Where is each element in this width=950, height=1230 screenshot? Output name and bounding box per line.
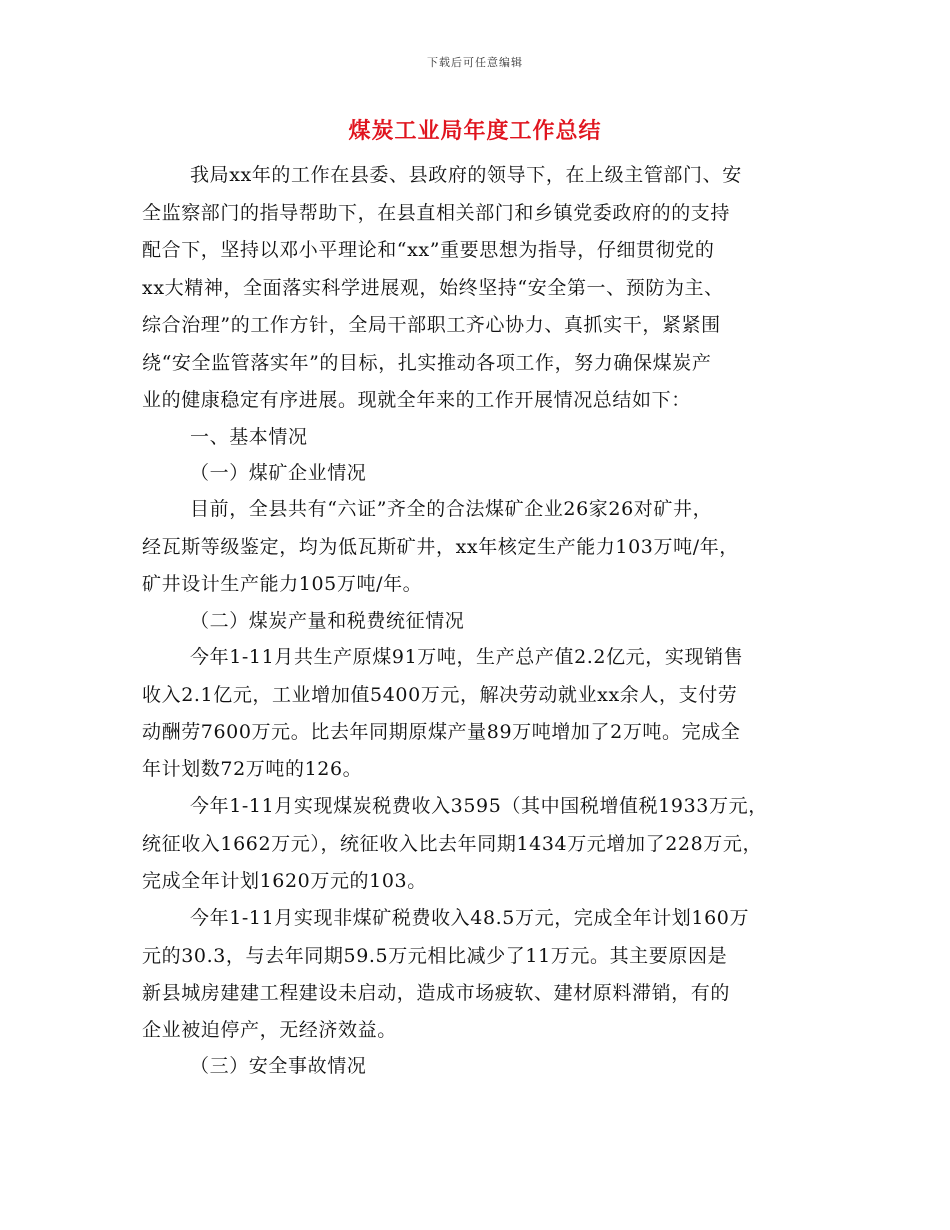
paragraph-line: 目前，全县共有“六证”齐全的合法煤矿企业26家26对矿井， xyxy=(190,498,713,520)
paragraph-line: 动酬劳7600万元。比去年同期原煤产量89万吨增加了2万吨。完成全 xyxy=(142,721,741,743)
paragraph-line: 企业被迫停产，无经济效益。 xyxy=(142,1019,397,1041)
header-note: 下载后可任意编辑 xyxy=(427,56,523,69)
paragraph-line: xx大精神，全面落实科学进展观，始终坚持“安全第一、预防为主、 xyxy=(142,277,724,299)
document-title: 煤炭工业局年度工作总结 xyxy=(348,118,602,144)
paragraph-line: 完成全年计划1620万元的103。 xyxy=(142,870,427,892)
paragraph-line: 绕“安全监管落实年”的目标，扎实推动各项工作，努力确保煤炭产 xyxy=(142,352,712,374)
paragraph-line: 我局xx年的工作在县委、县政府的领导下，在上级主管部门、安 xyxy=(190,164,742,186)
paragraph-line: 年计划数72万吨的126。 xyxy=(142,758,363,780)
paragraph-line: 收入2.1亿元，工业增加值5400万元，解决劳动就业xx余人，支付劳 xyxy=(142,684,738,706)
subsection-heading: （二）煤炭产量和税费统征情况 xyxy=(190,610,465,632)
paragraph-line: 全监察部门的指导帮助下，在县直相关部门和乡镇党委政府的的支持 xyxy=(142,202,731,224)
paragraph-line: 配合下，坚持以邓小平理论和“xx”重要思想为指导，仔细贯彻党的 xyxy=(142,239,715,261)
paragraph-line: 今年1-11月共生产原煤91万吨，生产总产值2.2亿元，实现销售 xyxy=(190,646,744,668)
paragraph-line: 综合治理”的工作方针，全局干部职工齐心协力、真抓实干，紧紧围 xyxy=(142,314,721,336)
paragraph-line: 元的30.3，与去年同期59.5万元相比减少了11万元。其主要原因是 xyxy=(142,945,728,967)
subsection-heading: （三）安全事故情况 xyxy=(190,1055,367,1077)
paragraph-line: 统征收入1662万元），统征收入比去年同期1434万元增加了228万元， xyxy=(142,833,763,855)
paragraph-line: 经瓦斯等级鉴定，均为低瓦斯矿井，xx年核定生产能力103万吨/年， xyxy=(142,536,739,558)
paragraph-line: 业的健康稳定有序进展。现就全年来的工作开展情况总结如下： xyxy=(142,389,691,411)
section-heading: 一、基本情况 xyxy=(190,426,308,448)
subsection-heading: （一）煤矿企业情况 xyxy=(190,462,367,484)
paragraph-line: 今年1-11月实现非煤矿税费收入48.5万元，完成全年计划160万 xyxy=(190,907,750,929)
paragraph-line: 今年1-11月实现煤炭税费收入3595（其中国税增值税1933万元， xyxy=(190,795,768,817)
paragraph-line: 新县城房建建工程建设未启动，造成市场疲软、建材原料滞销，有的 xyxy=(142,982,731,1004)
paragraph-line: 矿井设计生产能力105万吨/年。 xyxy=(142,573,423,595)
